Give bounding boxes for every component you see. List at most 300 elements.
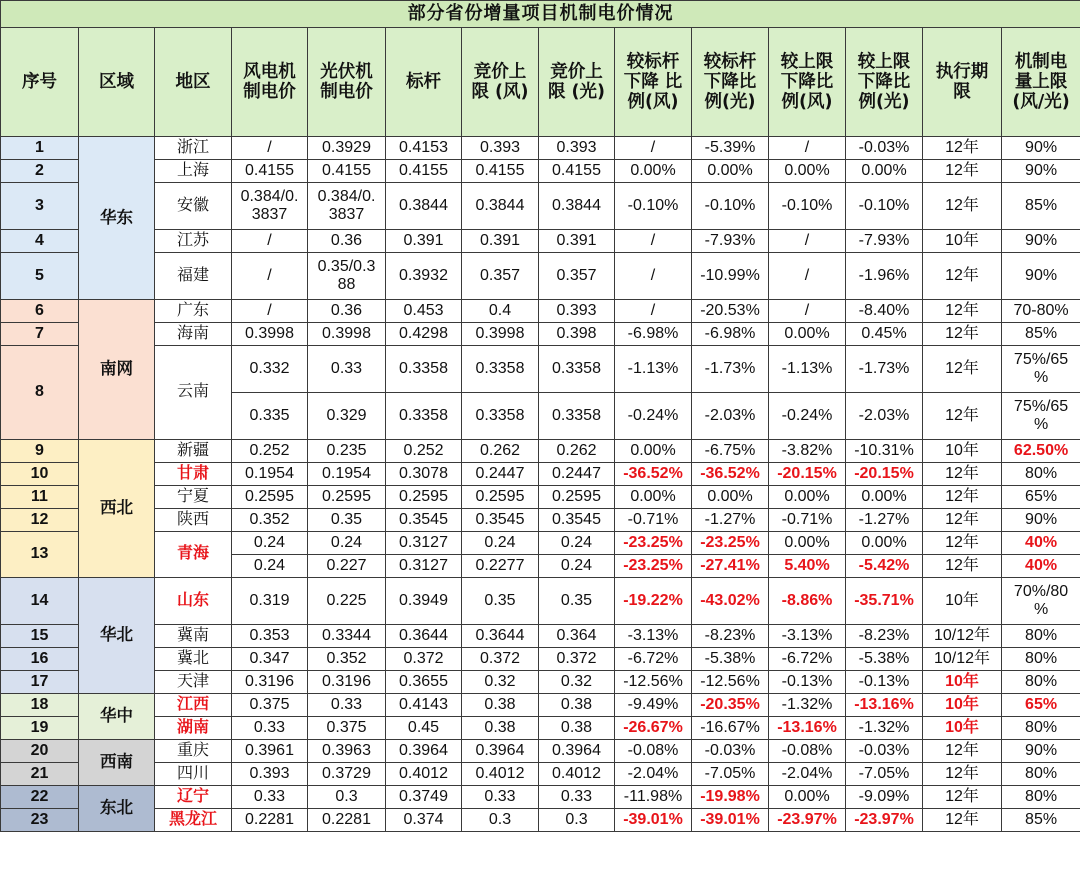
value-cell-benchmark: 0.4143	[386, 694, 462, 717]
table-row	[1, 740, 1080, 763]
value-cell-drop-vs-cap-wind: -0.71%	[769, 509, 846, 532]
value-cell-drop-vs-benchmark-wind: -12.56%	[615, 671, 692, 694]
value-cell-pv-price: 0.36	[308, 230, 386, 253]
value-cell-bid-cap-wind: 0.33	[462, 786, 539, 809]
area-cell: 云南	[155, 346, 232, 440]
value-cell-volume-cap: 90%	[1002, 509, 1080, 532]
header-benchmark: 标杆	[386, 28, 462, 137]
area-cell: 新疆	[155, 440, 232, 463]
value-cell-bid-cap-wind: 0.3844	[462, 183, 539, 230]
value-cell-pv-price: 0.35/0.3 88	[308, 253, 386, 300]
value-cell-bid-cap-pv: 0.357	[539, 253, 615, 300]
value-cell-bid-cap-pv: 0.2595	[539, 486, 615, 509]
value-cell-drop-vs-benchmark-pv: -27.41%	[692, 555, 769, 578]
value-cell-drop-vs-benchmark-wind: -26.67%	[615, 717, 692, 740]
value-cell-drop-vs-benchmark-pv: -1.73%	[692, 346, 769, 393]
row-index: 11	[1, 486, 79, 509]
value-cell-volume-cap: 90%	[1002, 160, 1080, 183]
value-cell-benchmark: 0.372	[386, 648, 462, 671]
value-cell-wind-price: 0.3998	[232, 323, 308, 346]
value-cell-term: 12年	[923, 509, 1002, 532]
row-index: 17	[1, 671, 79, 694]
value-cell-drop-vs-cap-pv: -2.03%	[846, 393, 923, 440]
area-cell: 陕西	[155, 509, 232, 532]
value-cell-drop-vs-benchmark-wind: -1.13%	[615, 346, 692, 393]
value-cell-drop-vs-cap-pv: -0.13%	[846, 671, 923, 694]
table-row	[1, 809, 1080, 832]
value-cell-drop-vs-cap-wind: -0.08%	[769, 740, 846, 763]
row-index: 21	[1, 763, 79, 786]
value-cell-drop-vs-benchmark-wind: -6.72%	[615, 648, 692, 671]
value-cell-volume-cap: 40%	[1002, 532, 1080, 555]
value-cell-drop-vs-benchmark-pv: -7.05%	[692, 763, 769, 786]
area-cell: 江苏	[155, 230, 232, 253]
header-area: 地区	[155, 28, 232, 137]
value-cell-drop-vs-cap-wind: -3.13%	[769, 625, 846, 648]
value-cell-benchmark: 0.3545	[386, 509, 462, 532]
value-cell-wind-price: /	[232, 137, 308, 160]
region-cell: 西北	[79, 440, 155, 578]
value-cell-drop-vs-benchmark-pv: -5.38%	[692, 648, 769, 671]
value-cell-drop-vs-benchmark-wind: -36.52%	[615, 463, 692, 486]
value-cell-term: 12年	[923, 809, 1002, 832]
area-cell: 辽宁	[155, 786, 232, 809]
value-cell-wind-price: 0.352	[232, 509, 308, 532]
value-cell-bid-cap-pv: 0.32	[539, 671, 615, 694]
value-cell-benchmark: 0.374	[386, 809, 462, 832]
value-cell-benchmark: 0.3127	[386, 555, 462, 578]
value-cell-term: 12年	[923, 253, 1002, 300]
value-cell-drop-vs-benchmark-wind: -2.04%	[615, 763, 692, 786]
value-cell-pv-price: 0.3729	[308, 763, 386, 786]
value-cell-drop-vs-cap-pv: -0.03%	[846, 137, 923, 160]
value-cell-drop-vs-cap-wind: -2.04%	[769, 763, 846, 786]
header-drop-vs-benchmark-pv: 较标杆 下降比 例(光)	[692, 28, 769, 137]
value-cell-wind-price: /	[232, 300, 308, 323]
value-cell-bid-cap-pv: 0.398	[539, 323, 615, 346]
header-drop-vs-benchmark-wind: 较标杆 下降 比 例(风)	[615, 28, 692, 137]
area-cell: 福建	[155, 253, 232, 300]
value-cell-drop-vs-cap-wind: /	[769, 300, 846, 323]
value-cell-drop-vs-benchmark-wind: /	[615, 137, 692, 160]
value-cell-bid-cap-wind: 0.3644	[462, 625, 539, 648]
value-cell-bid-cap-wind: 0.35	[462, 578, 539, 625]
value-cell-wind-price: 0.375	[232, 694, 308, 717]
row-index: 5	[1, 253, 79, 300]
row-index: 20	[1, 740, 79, 763]
value-cell-benchmark: 0.3078	[386, 463, 462, 486]
value-cell-volume-cap: 80%	[1002, 463, 1080, 486]
value-cell-bid-cap-wind: 0.38	[462, 694, 539, 717]
value-cell-wind-price: 0.33	[232, 786, 308, 809]
row-index: 15	[1, 625, 79, 648]
value-cell-bid-cap-pv: 0.3964	[539, 740, 615, 763]
value-cell-volume-cap: 85%	[1002, 809, 1080, 832]
value-cell-volume-cap: 80%	[1002, 786, 1080, 809]
value-cell-drop-vs-cap-pv: -7.93%	[846, 230, 923, 253]
value-cell-drop-vs-cap-pv: 0.00%	[846, 486, 923, 509]
value-cell-bid-cap-pv: 0.3844	[539, 183, 615, 230]
area-cell: 江西	[155, 694, 232, 717]
value-cell-volume-cap: 62.50%	[1002, 440, 1080, 463]
value-cell-drop-vs-cap-wind: 0.00%	[769, 532, 846, 555]
value-cell-volume-cap: 80%	[1002, 648, 1080, 671]
table-row	[1, 578, 1080, 625]
value-cell-benchmark: 0.453	[386, 300, 462, 323]
value-cell-wind-price: 0.2281	[232, 809, 308, 832]
value-cell-drop-vs-cap-pv: -1.32%	[846, 717, 923, 740]
value-cell-benchmark: 0.3932	[386, 253, 462, 300]
region-cell: 华东	[79, 137, 155, 300]
value-cell-drop-vs-benchmark-pv: 0.00%	[692, 486, 769, 509]
value-cell-bid-cap-pv: 0.24	[539, 532, 615, 555]
value-cell-volume-cap: 85%	[1002, 183, 1080, 230]
value-cell-drop-vs-cap-wind: -1.32%	[769, 694, 846, 717]
value-cell-drop-vs-cap-pv: -13.16%	[846, 694, 923, 717]
value-cell-pv-price: 0.352	[308, 648, 386, 671]
area-cell: 海南	[155, 323, 232, 346]
row-index: 13	[1, 532, 79, 578]
row-index: 16	[1, 648, 79, 671]
value-cell-pv-price: 0.384/0. 3837	[308, 183, 386, 230]
area-cell: 黑龙江	[155, 809, 232, 832]
table-row	[1, 323, 1080, 346]
value-cell-drop-vs-benchmark-pv: -0.10%	[692, 183, 769, 230]
value-cell-drop-vs-cap-pv: -1.73%	[846, 346, 923, 393]
value-cell-bid-cap-pv: 0.3358	[539, 346, 615, 393]
value-cell-drop-vs-benchmark-wind: 0.00%	[615, 160, 692, 183]
header-index: 序号	[1, 28, 79, 137]
row-index: 10	[1, 463, 79, 486]
table-row	[1, 346, 1080, 393]
value-cell-pv-price: 0.4155	[308, 160, 386, 183]
value-cell-benchmark: 0.2595	[386, 486, 462, 509]
table-row	[1, 440, 1080, 463]
value-cell-term: 12年	[923, 786, 1002, 809]
value-cell-wind-price: 0.4155	[232, 160, 308, 183]
table-row	[1, 625, 1080, 648]
value-cell-drop-vs-cap-pv: -23.97%	[846, 809, 923, 832]
value-cell-drop-vs-benchmark-wind: 0.00%	[615, 486, 692, 509]
area-cell: 冀北	[155, 648, 232, 671]
value-cell-term: 12年	[923, 300, 1002, 323]
value-cell-drop-vs-cap-wind: -23.97%	[769, 809, 846, 832]
table-row	[1, 671, 1080, 694]
value-cell-drop-vs-benchmark-pv: -43.02%	[692, 578, 769, 625]
header-wind-price: 风电机 制电价	[232, 28, 308, 137]
value-cell-drop-vs-cap-wind: -13.16%	[769, 717, 846, 740]
area-cell: 上海	[155, 160, 232, 183]
value-cell-drop-vs-benchmark-wind: -3.13%	[615, 625, 692, 648]
area-cell: 重庆	[155, 740, 232, 763]
header-term: 执行期 限	[923, 28, 1002, 137]
value-cell-benchmark: 0.3844	[386, 183, 462, 230]
value-cell-pv-price: 0.3196	[308, 671, 386, 694]
value-cell-pv-price: 0.2595	[308, 486, 386, 509]
value-cell-drop-vs-cap-pv: -7.05%	[846, 763, 923, 786]
value-cell-bid-cap-wind: 0.3998	[462, 323, 539, 346]
value-cell-drop-vs-benchmark-pv: -20.35%	[692, 694, 769, 717]
value-cell-drop-vs-benchmark-pv: -16.67%	[692, 717, 769, 740]
row-index: 19	[1, 717, 79, 740]
value-cell-term: 12年	[923, 532, 1002, 555]
value-cell-pv-price: 0.235	[308, 440, 386, 463]
row-index: 18	[1, 694, 79, 717]
area-cell: 浙江	[155, 137, 232, 160]
value-cell-drop-vs-benchmark-wind: -23.25%	[615, 532, 692, 555]
value-cell-wind-price: 0.332	[232, 346, 308, 393]
value-cell-drop-vs-benchmark-pv: -39.01%	[692, 809, 769, 832]
header-bid-cap-pv: 竞价上 限 (光)	[539, 28, 615, 137]
table-row	[1, 786, 1080, 809]
value-cell-bid-cap-pv: 0.38	[539, 694, 615, 717]
value-cell-bid-cap-wind: 0.2595	[462, 486, 539, 509]
value-cell-benchmark: 0.3655	[386, 671, 462, 694]
value-cell-pv-price: 0.3929	[308, 137, 386, 160]
value-cell-term: 12年	[923, 183, 1002, 230]
value-cell-drop-vs-cap-wind: -3.82%	[769, 440, 846, 463]
value-cell-volume-cap: 40%	[1002, 555, 1080, 578]
value-cell-drop-vs-benchmark-pv: -10.99%	[692, 253, 769, 300]
row-index: 9	[1, 440, 79, 463]
region-cell: 华中	[79, 694, 155, 740]
value-cell-drop-vs-benchmark-wind: -0.10%	[615, 183, 692, 230]
value-cell-term: 12年	[923, 463, 1002, 486]
value-cell-term: 12年	[923, 486, 1002, 509]
value-cell-volume-cap: 65%	[1002, 486, 1080, 509]
value-cell-bid-cap-pv: 0.2447	[539, 463, 615, 486]
value-cell-bid-cap-wind: 0.357	[462, 253, 539, 300]
row-index: 2	[1, 160, 79, 183]
value-cell-drop-vs-benchmark-wind: -9.49%	[615, 694, 692, 717]
area-cell: 广东	[155, 300, 232, 323]
value-cell-term: 10年	[923, 578, 1002, 625]
value-cell-drop-vs-benchmark-pv: -23.25%	[692, 532, 769, 555]
value-cell-pv-price: 0.225	[308, 578, 386, 625]
value-cell-wind-price: 0.24	[232, 555, 308, 578]
value-cell-term: 10年	[923, 230, 1002, 253]
value-cell-bid-cap-wind: 0.3545	[462, 509, 539, 532]
value-cell-bid-cap-pv: 0.3545	[539, 509, 615, 532]
area-cell: 四川	[155, 763, 232, 786]
value-cell-bid-cap-pv: 0.393	[539, 137, 615, 160]
value-cell-wind-price: 0.393	[232, 763, 308, 786]
row-index: 14	[1, 578, 79, 625]
value-cell-volume-cap: 90%	[1002, 740, 1080, 763]
value-cell-bid-cap-wind: 0.393	[462, 137, 539, 160]
table-row	[1, 183, 1080, 230]
value-cell-drop-vs-benchmark-pv: -6.75%	[692, 440, 769, 463]
value-cell-wind-price: 0.252	[232, 440, 308, 463]
area-cell: 宁夏	[155, 486, 232, 509]
table-row	[1, 532, 1080, 555]
row-index: 3	[1, 183, 79, 230]
value-cell-term: 12年	[923, 393, 1002, 440]
value-cell-drop-vs-benchmark-wind: -19.22%	[615, 578, 692, 625]
value-cell-drop-vs-cap-wind: -1.13%	[769, 346, 846, 393]
value-cell-drop-vs-benchmark-wind: /	[615, 230, 692, 253]
area-cell: 天津	[155, 671, 232, 694]
region-cell: 东北	[79, 786, 155, 832]
value-cell-bid-cap-wind: 0.3	[462, 809, 539, 832]
value-cell-volume-cap: 90%	[1002, 253, 1080, 300]
value-cell-bid-cap-pv: 0.3358	[539, 393, 615, 440]
value-cell-drop-vs-cap-pv: -20.15%	[846, 463, 923, 486]
value-cell-pv-price: 0.24	[308, 532, 386, 555]
header-region: 区域	[79, 28, 155, 137]
value-cell-term: 12年	[923, 137, 1002, 160]
value-cell-bid-cap-wind: 0.4	[462, 300, 539, 323]
table-title: 部分省份增量项目机制电价情况	[1, 1, 1080, 28]
value-cell-pv-price: 0.3344	[308, 625, 386, 648]
value-cell-volume-cap: 75%/65 %	[1002, 393, 1080, 440]
value-cell-drop-vs-cap-pv: -0.03%	[846, 740, 923, 763]
value-cell-volume-cap: 65%	[1002, 694, 1080, 717]
value-cell-drop-vs-cap-pv: -0.10%	[846, 183, 923, 230]
value-cell-drop-vs-cap-wind: /	[769, 230, 846, 253]
value-cell-drop-vs-benchmark-pv: -5.39%	[692, 137, 769, 160]
value-cell-benchmark: 0.391	[386, 230, 462, 253]
value-cell-drop-vs-cap-pv: 0.00%	[846, 160, 923, 183]
value-cell-pv-price: 0.35	[308, 509, 386, 532]
value-cell-wind-price: 0.335	[232, 393, 308, 440]
value-cell-drop-vs-cap-pv: -8.23%	[846, 625, 923, 648]
value-cell-volume-cap: 80%	[1002, 717, 1080, 740]
value-cell-bid-cap-pv: 0.391	[539, 230, 615, 253]
value-cell-volume-cap: 90%	[1002, 137, 1080, 160]
value-cell-wind-price: 0.1954	[232, 463, 308, 486]
value-cell-bid-cap-pv: 0.372	[539, 648, 615, 671]
value-cell-bid-cap-wind: 0.262	[462, 440, 539, 463]
area-cell: 山东	[155, 578, 232, 625]
value-cell-wind-price: /	[232, 253, 308, 300]
value-cell-bid-cap-wind: 0.32	[462, 671, 539, 694]
value-cell-drop-vs-cap-wind: -0.10%	[769, 183, 846, 230]
value-cell-benchmark: 0.3644	[386, 625, 462, 648]
value-cell-wind-price: 0.347	[232, 648, 308, 671]
value-cell-drop-vs-benchmark-wind: /	[615, 300, 692, 323]
value-cell-drop-vs-benchmark-pv: -19.98%	[692, 786, 769, 809]
value-cell-drop-vs-cap-wind: 0.00%	[769, 323, 846, 346]
value-cell-drop-vs-benchmark-pv: -12.56%	[692, 671, 769, 694]
row-index: 1	[1, 137, 79, 160]
value-cell-drop-vs-cap-wind: 5.40%	[769, 555, 846, 578]
table-row	[1, 648, 1080, 671]
area-cell: 湖南	[155, 717, 232, 740]
value-cell-term: 12年	[923, 160, 1002, 183]
value-cell-bid-cap-pv: 0.3	[539, 809, 615, 832]
value-cell-drop-vs-benchmark-pv: -8.23%	[692, 625, 769, 648]
value-cell-drop-vs-benchmark-wind: -0.08%	[615, 740, 692, 763]
value-cell-wind-price: 0.353	[232, 625, 308, 648]
value-cell-pv-price: 0.33	[308, 694, 386, 717]
value-cell-wind-price: 0.384/0. 3837	[232, 183, 308, 230]
header-bid-cap-wind: 竞价上 限 (风)	[462, 28, 539, 137]
value-cell-drop-vs-cap-wind: -0.13%	[769, 671, 846, 694]
table-row	[1, 160, 1080, 183]
value-cell-drop-vs-benchmark-pv: -2.03%	[692, 393, 769, 440]
header-volume-cap: 机制电 量上限 (风/光)	[1002, 28, 1080, 137]
region-cell: 西南	[79, 740, 155, 786]
value-cell-drop-vs-benchmark-pv: -1.27%	[692, 509, 769, 532]
region-cell: 华北	[79, 578, 155, 694]
value-cell-term: 12年	[923, 740, 1002, 763]
value-cell-term: 10年	[923, 671, 1002, 694]
value-cell-bid-cap-pv: 0.4012	[539, 763, 615, 786]
value-cell-drop-vs-cap-wind: -6.72%	[769, 648, 846, 671]
value-cell-term: 10/12年	[923, 648, 1002, 671]
value-cell-bid-cap-pv: 0.4155	[539, 160, 615, 183]
value-cell-volume-cap: 90%	[1002, 230, 1080, 253]
value-cell-drop-vs-benchmark-wind: /	[615, 253, 692, 300]
value-cell-benchmark: 0.45	[386, 717, 462, 740]
value-cell-benchmark: 0.4155	[386, 160, 462, 183]
value-cell-bid-cap-pv: 0.38	[539, 717, 615, 740]
area-cell: 青海	[155, 532, 232, 578]
value-cell-drop-vs-cap-pv: -5.38%	[846, 648, 923, 671]
table-row	[1, 463, 1080, 486]
value-cell-wind-price: 0.33	[232, 717, 308, 740]
value-cell-pv-price: 0.3	[308, 786, 386, 809]
value-cell-drop-vs-cap-pv: -1.27%	[846, 509, 923, 532]
value-cell-term: 12年	[923, 323, 1002, 346]
table-row	[1, 509, 1080, 532]
value-cell-term: 12年	[923, 346, 1002, 393]
value-cell-pv-price: 0.33	[308, 346, 386, 393]
value-cell-drop-vs-benchmark-wind: -0.24%	[615, 393, 692, 440]
value-cell-drop-vs-cap-pv: -1.96%	[846, 253, 923, 300]
table-row	[1, 253, 1080, 300]
table-row	[1, 486, 1080, 509]
value-cell-term: 12年	[923, 555, 1002, 578]
value-cell-bid-cap-wind: 0.38	[462, 717, 539, 740]
value-cell-wind-price: /	[232, 230, 308, 253]
region-cell: 南网	[79, 300, 155, 440]
value-cell-drop-vs-cap-pv: -35.71%	[846, 578, 923, 625]
value-cell-drop-vs-cap-wind: -8.86%	[769, 578, 846, 625]
value-cell-benchmark: 0.3358	[386, 393, 462, 440]
value-cell-drop-vs-cap-pv: 0.45%	[846, 323, 923, 346]
value-cell-bid-cap-wind: 0.3358	[462, 393, 539, 440]
value-cell-benchmark: 0.4153	[386, 137, 462, 160]
row-index: 7	[1, 323, 79, 346]
value-cell-bid-cap-pv: 0.33	[539, 786, 615, 809]
value-cell-drop-vs-cap-wind: /	[769, 253, 846, 300]
value-cell-wind-price: 0.3961	[232, 740, 308, 763]
table-row	[1, 763, 1080, 786]
value-cell-benchmark: 0.3964	[386, 740, 462, 763]
table-row	[1, 300, 1080, 323]
value-cell-benchmark: 0.3358	[386, 346, 462, 393]
value-cell-drop-vs-benchmark-wind: -6.98%	[615, 323, 692, 346]
value-cell-drop-vs-cap-pv: -9.09%	[846, 786, 923, 809]
value-cell-bid-cap-wind: 0.372	[462, 648, 539, 671]
value-cell-benchmark: 0.3749	[386, 786, 462, 809]
value-cell-drop-vs-cap-wind: 0.00%	[769, 786, 846, 809]
value-cell-drop-vs-cap-wind: 0.00%	[769, 160, 846, 183]
area-cell: 安徽	[155, 183, 232, 230]
value-cell-drop-vs-benchmark-pv: -7.93%	[692, 230, 769, 253]
value-cell-bid-cap-pv: 0.262	[539, 440, 615, 463]
value-cell-volume-cap: 80%	[1002, 625, 1080, 648]
value-cell-bid-cap-pv: 0.35	[539, 578, 615, 625]
row-index: 12	[1, 509, 79, 532]
area-cell: 冀南	[155, 625, 232, 648]
value-cell-bid-cap-wind: 0.24	[462, 532, 539, 555]
value-cell-bid-cap-wind: 0.4012	[462, 763, 539, 786]
value-cell-volume-cap: 80%	[1002, 763, 1080, 786]
value-cell-drop-vs-cap-pv: -5.42%	[846, 555, 923, 578]
